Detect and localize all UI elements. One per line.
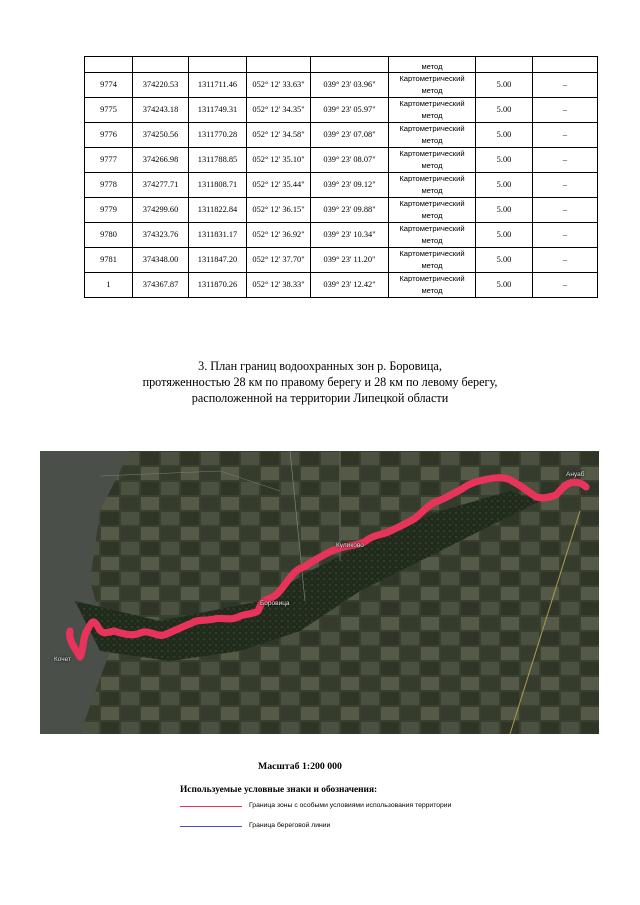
cell-n: 9775	[85, 98, 133, 123]
map-label-borovitsa: Боровица	[260, 600, 290, 607]
cell-x: 374250.56	[133, 123, 189, 148]
cell-accuracy: 5.00	[476, 273, 533, 298]
cell-lat: 052° 12' 34.58"	[247, 123, 311, 148]
method-text: Картометрический	[399, 74, 465, 83]
cell-x: 374266.98	[133, 148, 189, 173]
cell-x: 374323.76	[133, 223, 189, 248]
section-title-line-3: расположенной на территории Липецкой области	[191, 391, 449, 405]
cell-method	[389, 273, 476, 298]
method-text: Картометрический	[399, 224, 465, 233]
cell-method	[389, 73, 476, 98]
cell-lat: 052° 12' 33.63"	[247, 73, 311, 98]
legend-item-shoreline	[180, 821, 540, 831]
cell-lat: 052° 12' 34.35"	[247, 98, 311, 123]
section-title-line-2: протяженностью 28 км по правому берегу и 28 км по левому берегу,	[142, 375, 498, 389]
cell-x: 374220.53	[133, 73, 189, 98]
method-text: Картометрический	[399, 124, 465, 133]
cell-lon: 039° 23' 10.34"	[311, 223, 389, 248]
method-cell: метод	[389, 57, 476, 73]
cell-y: 1311847.20	[189, 248, 247, 273]
cell-y: 1311831.17	[189, 223, 247, 248]
cell-n: 9776	[85, 123, 133, 148]
cell-lat: 052° 12' 36.92"	[247, 223, 311, 248]
cell-y: 1311770.28	[189, 123, 247, 148]
coordinates-table	[84, 56, 598, 298]
method-text: метод	[421, 111, 443, 120]
cell-y: 1311870.26	[189, 273, 247, 298]
table-row	[85, 173, 598, 198]
table-row	[85, 198, 598, 223]
cell-x: 374243.18	[133, 98, 189, 123]
cell-accuracy: 5.00	[476, 98, 533, 123]
cell-x: 374277.71	[133, 173, 189, 198]
cell-lon: 039° 23' 09.12"	[311, 173, 389, 198]
method-text: метод	[421, 286, 443, 295]
cell-method	[389, 123, 476, 148]
cell-note: –	[533, 173, 598, 198]
cell-note: –	[533, 148, 598, 173]
cell-method	[389, 148, 476, 173]
cell-lat: 052° 12' 38.33"	[247, 273, 311, 298]
cell-lon: 039° 23' 05.97"	[311, 98, 389, 123]
cell-accuracy: 5.00	[476, 73, 533, 98]
cell-accuracy: 5.00	[476, 173, 533, 198]
method-text: метод	[421, 261, 443, 270]
cell-lon: 039° 23' 12.42"	[311, 273, 389, 298]
cell-note: –	[533, 248, 598, 273]
table-row	[85, 123, 598, 148]
method-text: метод	[421, 236, 443, 245]
cell-n: 1	[85, 273, 133, 298]
cell-y: 1311749.31	[189, 98, 247, 123]
cell-n: 9779	[85, 198, 133, 223]
method-text: метод	[421, 161, 443, 170]
cell-note: –	[533, 223, 598, 248]
section-title-line-1: 3. План границ водоохранных зон р. Боровица,	[198, 359, 442, 373]
map-scale: Масштаб 1:200 000	[258, 761, 342, 772]
cell-note: –	[533, 123, 598, 148]
cell-y: 1311711.46	[189, 73, 247, 98]
method-text: Картометрический	[399, 199, 465, 208]
cell-lat: 052° 12' 35.44"	[247, 173, 311, 198]
legend-swatch-shoreline	[180, 826, 242, 827]
method-text: Картометрический	[399, 149, 465, 158]
cell-method	[389, 173, 476, 198]
cell-lat: 052° 12' 36.15"	[247, 198, 311, 223]
map-label-left-town: Кочет	[54, 656, 72, 663]
legend-item-zone-boundary	[180, 801, 540, 811]
map-label-anikeevo: Ануаб	[566, 471, 585, 478]
legend-label-shoreline: Граница береговой линии	[249, 822, 331, 829]
cell-y: 1311788.85	[189, 148, 247, 173]
cell-x: 374299.60	[133, 198, 189, 223]
cell-n: 9780	[85, 223, 133, 248]
table-row	[85, 73, 598, 98]
table-row	[85, 98, 598, 123]
method-text: Картометрический	[399, 249, 465, 258]
map-imagery	[40, 451, 599, 734]
section-title	[0, 358, 640, 406]
method-text: Картометрический	[399, 99, 465, 108]
map-label-kulikovo: Куликово	[336, 542, 364, 549]
cell-method	[389, 198, 476, 223]
cell-accuracy: 5.00	[476, 123, 533, 148]
cell-method	[389, 248, 476, 273]
cell-accuracy: 5.00	[476, 198, 533, 223]
legend-title: Используемые условные знаки и обозначения:	[180, 785, 378, 795]
method-text: Картометрический	[399, 274, 465, 283]
method-text: метод	[421, 211, 443, 220]
cell-note: –	[533, 73, 598, 98]
table-row	[85, 223, 598, 248]
cell-note: –	[533, 98, 598, 123]
cell-lon: 039° 23' 07.08"	[311, 123, 389, 148]
cell-n: 9778	[85, 173, 133, 198]
cell-lat: 052° 12' 37.70"	[247, 248, 311, 273]
legend-swatch-zone-boundary	[180, 806, 242, 807]
method-text: метод	[421, 136, 443, 145]
cell-accuracy: 5.00	[476, 148, 533, 173]
table-row	[85, 57, 598, 73]
method-text: метод	[421, 86, 443, 95]
cell-n: 9774	[85, 73, 133, 98]
cell-method	[389, 223, 476, 248]
cell-accuracy: 5.00	[476, 248, 533, 273]
cell-accuracy: 5.00	[476, 223, 533, 248]
cell-note: –	[533, 273, 598, 298]
cell-note: –	[533, 198, 598, 223]
cell-lat: 052° 12' 35.10"	[247, 148, 311, 173]
table-row	[85, 248, 598, 273]
cell-method	[389, 98, 476, 123]
cell-n: 9777	[85, 148, 133, 173]
cell-n: 9781	[85, 248, 133, 273]
cell-x: 374348.00	[133, 248, 189, 273]
legend-label-zone-boundary: Граница зоны с особыми условиями использования территории	[249, 802, 452, 809]
cell-x: 374367.87	[133, 273, 189, 298]
table-row	[85, 148, 598, 173]
method-text: метод	[421, 186, 443, 195]
cell-lon: 039° 23' 09.88"	[311, 198, 389, 223]
cell-lon: 039° 23' 08.07"	[311, 148, 389, 173]
cell-lon: 039° 23' 11.20"	[311, 248, 389, 273]
method-text: Картометрический	[399, 174, 465, 183]
cell-y: 1311808.71	[189, 173, 247, 198]
table-row	[85, 273, 598, 298]
cell-y: 1311822.84	[189, 198, 247, 223]
satellite-map	[40, 451, 599, 734]
cell-lon: 039° 23' 03.96"	[311, 73, 389, 98]
